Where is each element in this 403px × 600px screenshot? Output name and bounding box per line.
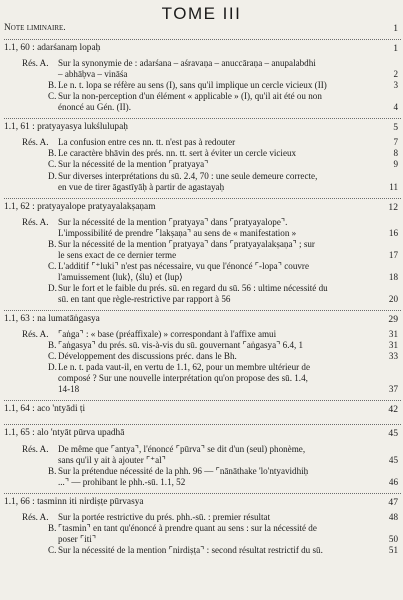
entry-text: 14-18 — [58, 384, 80, 395]
section-heading — [0, 122, 403, 133]
entry-text: Sur la portée restrictive du prés. phh.-sū. : premier résultat — [58, 511, 271, 522]
entry-text: le sens exact de ce dernier terme — [58, 249, 177, 260]
entry-page: 45 — [388, 454, 398, 465]
toc-entry-line — [0, 239, 403, 250]
section-rule — [4, 400, 401, 401]
entry-label: B. — [48, 238, 57, 249]
toc-entry-line — [0, 228, 403, 239]
entry-label: D. — [48, 282, 57, 293]
entry-label: B. — [48, 148, 57, 159]
entry-text: Sur la nécessité de la mention ⌜pratyaya⌝ — [58, 159, 209, 170]
entry-text: Le caractère bhāvin des prés. nn. tt. sert à éviter un cercle vicieux — [58, 148, 297, 159]
entry-page: 48 — [388, 511, 398, 522]
section-heading — [0, 314, 403, 325]
entry-text: – abhāḅva – vināśa — [58, 69, 128, 80]
toc-entry-line — [0, 182, 403, 193]
entry-text: ⌜aṅga⌝ : « base (préaffixale) » correspondant à l'affixe amui — [58, 329, 277, 340]
entry-page: 16 — [388, 227, 398, 238]
section-title: 1.1, 66 : tasminn iti nirdiṣṭe pūrvasya — [4, 496, 144, 507]
toc-entry-line — [0, 58, 403, 69]
note-liminaire-row — [0, 23, 403, 34]
entry-label: Rés. A. — [22, 137, 49, 148]
toc-entry-line — [0, 455, 403, 466]
section-page: 47 — [388, 496, 398, 508]
toc-entry-line — [0, 362, 403, 373]
entry-text: Sur diverses interprétations du sū. 2.4, 70 : une seule demeure correcte, — [58, 170, 318, 181]
entry-page: 31 — [388, 340, 398, 351]
entry-text: poser ⌜iti⌝ — [58, 533, 97, 544]
entry-text: sū. en tant que règle-restrictive par rapport à 56 — [58, 294, 231, 304]
entry-text: sans qu'il y ait à ajouter ⌜⁺al⌝ — [58, 454, 166, 465]
note-liminaire-page: 1 — [393, 23, 398, 34]
entry-label: Rés. A. — [22, 216, 49, 227]
entry-label: B. — [48, 465, 57, 476]
entry-label: C. — [48, 260, 57, 271]
toc-entry-line — [0, 261, 403, 272]
toc-entry-line — [0, 69, 403, 80]
entry-label: C. — [48, 351, 57, 362]
toc-entry-line — [0, 159, 403, 170]
toc-entry-line — [0, 477, 403, 488]
toc-entry-line — [0, 80, 403, 91]
toc-entry-line — [0, 91, 403, 102]
entry-page: 9 — [393, 159, 398, 170]
entry-text: Sur la nécessité de la mention ⌜pratyaya⌝ dans ⌜pratyayalakṣaṇa⌝ ; sur — [58, 238, 315, 249]
entry-text: L'impossibilité de prendre ⌜lakṣaṇa⌝ au sens de « manifestation » — [58, 227, 297, 238]
toc-entry-line — [0, 340, 403, 351]
entry-label: B. — [48, 340, 57, 351]
section-rule — [4, 310, 401, 311]
entry-text: Sur la nécessité de la mention ⌜nirdiṣṭa⌝ : second résultat restrictif du sū. — [58, 544, 323, 555]
toc-entry-line — [0, 444, 403, 455]
toc-entry-line — [0, 272, 403, 283]
entry-page: 51 — [388, 544, 398, 555]
entry-page: 31 — [388, 329, 398, 340]
toc-entry-line — [0, 523, 403, 534]
entry-page: 33 — [388, 351, 398, 362]
section-rule — [4, 493, 401, 494]
entry-page: 17 — [388, 249, 398, 260]
toc-entry-line — [0, 283, 403, 294]
entry-text: La confusion entre ces nn. tt. n'est pas à redouter — [58, 137, 236, 148]
toc-entry-line — [0, 545, 403, 556]
entry-text: Sur la synonymie de : adarśana – aśravaṇa – anuccāraṇa – anupalabdhi — [58, 58, 316, 69]
entry-label: C. — [48, 544, 57, 555]
toc-entry-line — [0, 171, 403, 182]
entry-text: ⌜tasmin⌝ en tant qu'énoncé à prendre quant au sens : sur la nécessité de — [58, 522, 317, 533]
toc-entry-line — [0, 250, 403, 261]
entry-label: B. — [48, 522, 57, 533]
section-page: 1 — [393, 43, 398, 54]
section-page: 45 — [388, 428, 398, 440]
toc-entry-line — [0, 373, 403, 384]
entry-label: Rés. A. — [22, 58, 49, 69]
section-page: 29 — [388, 314, 398, 326]
section-rule — [4, 424, 401, 425]
toc-entry-line — [0, 466, 403, 477]
section-title: 1.1, 65 : alo 'ntyāt pūrva upadhā — [4, 428, 125, 439]
section-heading — [0, 497, 403, 508]
entry-page: 3 — [393, 80, 398, 91]
toc-entry-line — [0, 351, 403, 362]
toc-entry-line — [0, 148, 403, 159]
toc-entry-line — [0, 102, 403, 113]
entry-page: 18 — [388, 271, 398, 282]
entry-text: De même que ⌜antya⌝, l'énoncé ⌜pūrva⌝ se dit d'un (seul) phonème, — [58, 443, 306, 454]
entry-text: ...⌝ — prohibant le phh.-sū. 1.1, 52 — [58, 476, 186, 487]
entry-page: 2 — [393, 69, 398, 80]
entry-label: Rés. A. — [22, 443, 49, 454]
entry-text: Sur la prétendue nécessité de la phh. 96 — ⌜nānāthake 'lo'ntyavidhiḥ — [58, 465, 309, 476]
section-title: 1.1, 61 : pratyayasya lukślulupaḥ — [4, 122, 128, 133]
section-page: 42 — [388, 404, 398, 416]
note-liminaire: Note liminaire. — [4, 23, 66, 33]
section-page: 5 — [393, 122, 398, 134]
section-heading — [0, 404, 403, 415]
entry-text: Le n. t. lopa se réfère au sens (I), sans qu'il implique un cercle vicieux (II) — [58, 80, 327, 91]
entry-text: Le n. t. pada vaut-il, en vertu de 1.1, 62, pour un membre ultérieur de — [58, 362, 311, 373]
toc-entry-line — [0, 534, 403, 545]
entry-page: 4 — [393, 102, 398, 113]
entry-page: 8 — [393, 148, 398, 159]
toc-entry-line — [0, 137, 403, 148]
entry-page: 7 — [393, 137, 398, 148]
entry-page: 50 — [388, 533, 398, 544]
section-title: 1.1, 60 : adarśanaṃ lopaḥ — [4, 43, 101, 53]
entry-text: l'amuissement ⟨luk⟩, ⟨ślu⟩ et ⟨lup⟩ — [58, 271, 183, 282]
toc-entry-line — [0, 384, 403, 395]
tome-title: TOME III — [161, 4, 242, 23]
entry-text: Sur la nécessité de la mention ⌜pratyaya⌝ dans ⌜pratyayalope⌝. — [58, 216, 288, 227]
section-rule — [4, 198, 401, 199]
section-heading — [0, 428, 403, 439]
section-title: 1.1, 63 : na lumatāṅgasya — [4, 314, 100, 325]
section-rule — [4, 39, 401, 40]
entry-page: 20 — [388, 294, 398, 304]
toc-entry-line — [0, 217, 403, 228]
entry-text: ⌜aṅgasya⌝ du prés. sū. vis-à-vis du sū. gouvernant ⌜aṅgasya⌝ 6.4, 1 — [58, 340, 304, 351]
entry-label: C. — [48, 91, 57, 102]
entry-label: D. — [48, 362, 57, 373]
section-title: 1.1, 62 : pratyayalope pratyayalakṣaṇam — [4, 201, 156, 212]
section-page: 12 — [388, 201, 398, 213]
entry-text: composé ? Sur une nouvelle interprétation qu'on propose des sū. 1.4, — [58, 373, 308, 384]
entry-label: C. — [48, 159, 57, 170]
entry-text: Sur la non-perception d'un élément « applicable » (I), qu'il ait été ou non — [58, 91, 322, 102]
entry-text: Sur le fort et le faible du prés. sū. en regard du sū. 56 : ultime nécessité du — [58, 282, 328, 293]
entry-page: 46 — [388, 476, 398, 487]
entry-text: Développement des discussions préc. dans le Bh. — [58, 351, 237, 362]
entry-label: D. — [48, 170, 57, 181]
entry-text: énoncé au Gén. (II). — [58, 102, 131, 113]
entry-text: en vue de tirer āgastīyāḥ à partir de agastayaḥ — [58, 181, 225, 192]
entry-page: 37 — [388, 384, 398, 395]
toc-entry-line — [0, 512, 403, 523]
section-rule — [4, 118, 401, 119]
entry-text: L'additif ⌜⁺luki⌝ n'est pas nécessaire, vu que l'énoncé ⌜-lopa⌝ couvre — [58, 260, 309, 271]
section-title: 1.1, 64 : aco 'ntyādi ṭi — [4, 404, 86, 415]
toc-entry-line — [0, 329, 403, 340]
entry-page: 11 — [389, 181, 398, 192]
section-heading — [0, 43, 403, 54]
entry-label: Rés. A. — [22, 511, 49, 522]
entry-label: Rés. A. — [22, 329, 49, 340]
entry-label: B. — [48, 80, 57, 91]
section-heading — [0, 202, 403, 213]
toc-entry-line — [0, 294, 403, 305]
